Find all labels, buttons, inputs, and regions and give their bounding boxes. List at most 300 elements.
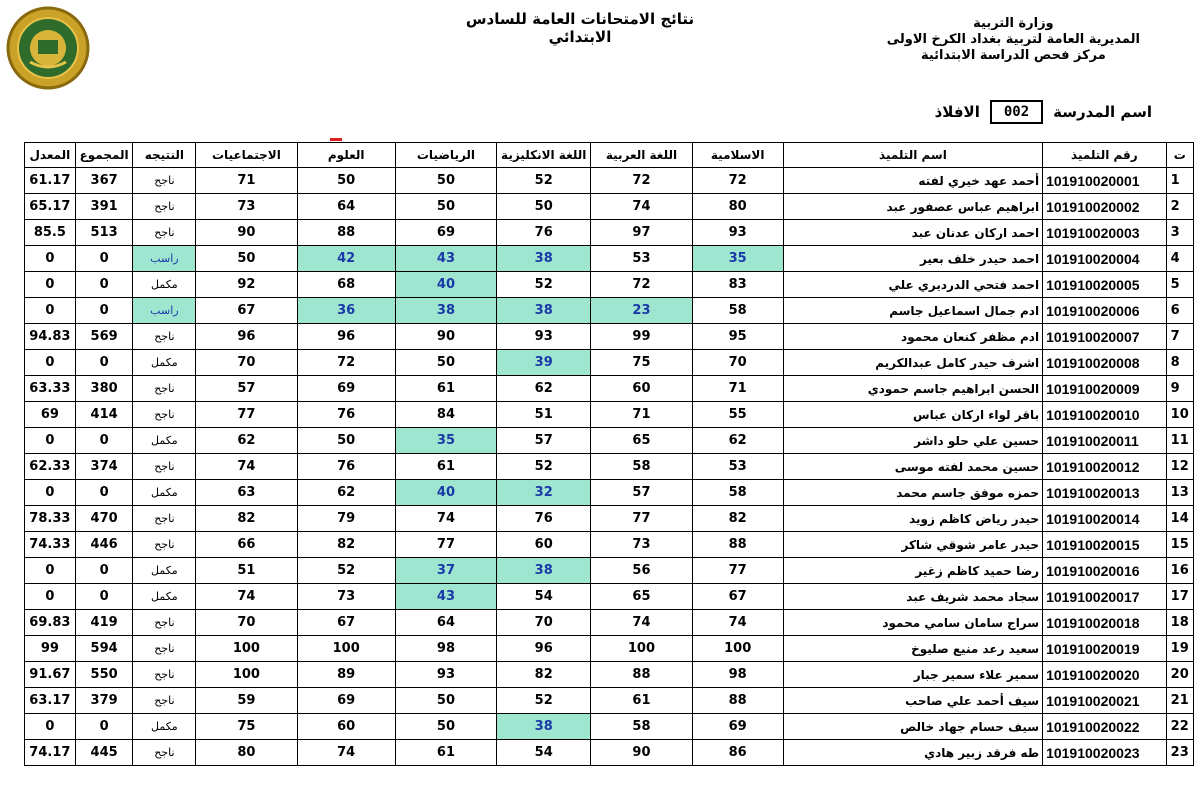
cell-math: 40: [395, 272, 496, 298]
cell-science: 42: [297, 246, 395, 272]
cell-science: 50: [297, 168, 395, 194]
cell-science: 79: [297, 506, 395, 532]
cell-total: 0: [75, 428, 133, 454]
cell-total: 0: [75, 272, 133, 298]
header-row: [25, 143, 1194, 168]
cell-id: 101910020014: [1043, 506, 1167, 532]
cell-english: 96: [497, 636, 591, 662]
cell-islamic: 55: [692, 402, 783, 428]
cell-total: 446: [75, 532, 133, 558]
cell-id: 101910020008: [1043, 350, 1167, 376]
cell-english: 54: [497, 584, 591, 610]
cell-total: 0: [75, 350, 133, 376]
cell-result: ناجح: [133, 636, 196, 662]
cell-arabic: 58: [591, 454, 692, 480]
cell-result: راسب: [133, 246, 196, 272]
table-row: [25, 246, 1194, 272]
cell-result: ناجح: [133, 324, 196, 350]
cell-social: 74: [196, 454, 297, 480]
cell-math: 43: [395, 246, 496, 272]
cell-id: 101910020001: [1043, 168, 1167, 194]
cell-social: 70: [196, 610, 297, 636]
cell-islamic: 93: [692, 220, 783, 246]
cell-social: 92: [196, 272, 297, 298]
cell-avg: 62.33: [25, 454, 76, 480]
cell-science: 96: [297, 324, 395, 350]
school-info: [935, 100, 1152, 124]
cell-avg: 63.17: [25, 688, 76, 714]
cell-name: حمزه موفق جاسم محمد: [783, 480, 1042, 506]
cell-seq: 17: [1166, 584, 1193, 610]
cell-name: سمير علاء سمير جبار: [783, 662, 1042, 688]
cell-islamic: 69: [692, 714, 783, 740]
cell-math: 84: [395, 402, 496, 428]
cell-math: 35: [395, 428, 496, 454]
cell-math: 61: [395, 740, 496, 766]
cell-total: 550: [75, 662, 133, 688]
cell-science: 67: [297, 610, 395, 636]
cell-seq: 20: [1166, 662, 1193, 688]
cell-avg: 0: [25, 480, 76, 506]
cell-id: 101910020006: [1043, 298, 1167, 324]
cell-total: 470: [75, 506, 133, 532]
table-row: [25, 324, 1194, 350]
cell-result: ناجح: [133, 662, 196, 688]
cell-english: 60: [497, 532, 591, 558]
cell-arabic: 100: [591, 636, 692, 662]
cell-islamic: 83: [692, 272, 783, 298]
cell-name: ادم مظفر كنعان محمود: [783, 324, 1042, 350]
cell-avg: 0: [25, 350, 76, 376]
cell-id: 101910020004: [1043, 246, 1167, 272]
cell-science: 69: [297, 376, 395, 402]
table-row: [25, 610, 1194, 636]
table-row: [25, 428, 1194, 454]
table-row: [25, 506, 1194, 532]
cell-seq: 18: [1166, 610, 1193, 636]
column-header-arabic: اللغة العربية: [591, 143, 692, 168]
column-header-science: العلوم: [297, 143, 395, 168]
cell-math: 40: [395, 480, 496, 506]
cell-social: 57: [196, 376, 297, 402]
cell-id: 101910020017: [1043, 584, 1167, 610]
cell-english: 50: [497, 194, 591, 220]
cell-total: 0: [75, 480, 133, 506]
cell-avg: 0: [25, 584, 76, 610]
cell-english: 76: [497, 220, 591, 246]
cell-english: 38: [497, 558, 591, 584]
cell-seq: 5: [1166, 272, 1193, 298]
cell-name: احمد فتحي الدرديري علي: [783, 272, 1042, 298]
cell-islamic: 58: [692, 480, 783, 506]
cell-arabic: 99: [591, 324, 692, 350]
cell-islamic: 86: [692, 740, 783, 766]
cell-name: سراج سامان سامي محمود: [783, 610, 1042, 636]
table-row: [25, 584, 1194, 610]
column-header-result: النتيجه: [133, 143, 196, 168]
cell-id: 101910020005: [1043, 272, 1167, 298]
cell-avg: 0: [25, 272, 76, 298]
cell-islamic: 35: [692, 246, 783, 272]
cell-name: الحسن ابراهيم جاسم حمودي: [783, 376, 1042, 402]
cell-math: 98: [395, 636, 496, 662]
cell-result: ناجح: [133, 376, 196, 402]
cell-social: 59: [196, 688, 297, 714]
cell-science: 73: [297, 584, 395, 610]
cell-english: 39: [497, 350, 591, 376]
cell-result: مكمل: [133, 350, 196, 376]
cell-math: 77: [395, 532, 496, 558]
cell-avg: 69.83: [25, 610, 76, 636]
cell-total: 391: [75, 194, 133, 220]
cell-islamic: 98: [692, 662, 783, 688]
table-row: [25, 298, 1194, 324]
cell-arabic: 75: [591, 350, 692, 376]
table-row: [25, 350, 1194, 376]
cell-english: 54: [497, 740, 591, 766]
cell-result: مكمل: [133, 584, 196, 610]
cell-social: 50: [196, 246, 297, 272]
cell-arabic: 60: [591, 376, 692, 402]
cell-arabic: 74: [591, 610, 692, 636]
cell-english: 52: [497, 454, 591, 480]
cell-result: ناجح: [133, 688, 196, 714]
cell-avg: 61.17: [25, 168, 76, 194]
school-name: الافلاذ: [934, 103, 980, 121]
cell-social: 100: [196, 636, 297, 662]
cell-avg: 63.33: [25, 376, 76, 402]
cell-total: 569: [75, 324, 133, 350]
cell-math: 50: [395, 688, 496, 714]
table-row: [25, 272, 1194, 298]
cell-id: 101910020002: [1043, 194, 1167, 220]
cell-avg: 65.17: [25, 194, 76, 220]
cell-english: 93: [497, 324, 591, 350]
cell-math: 37: [395, 558, 496, 584]
table-row: [25, 480, 1194, 506]
cell-seq: 12: [1166, 454, 1193, 480]
school-code: 002: [990, 100, 1043, 124]
cell-science: 100: [297, 636, 395, 662]
cell-arabic: 58: [591, 714, 692, 740]
cell-social: 63: [196, 480, 297, 506]
cell-id: 101910020003: [1043, 220, 1167, 246]
cell-name: رضا حميد كاظم زغير: [783, 558, 1042, 584]
column-header-math: الرياضيات: [395, 143, 496, 168]
cell-english: 52: [497, 168, 591, 194]
cell-id: 101910020015: [1043, 532, 1167, 558]
cell-islamic: 74: [692, 610, 783, 636]
table-row: [25, 220, 1194, 246]
cell-result: مكمل: [133, 714, 196, 740]
cell-avg: 74.33: [25, 532, 76, 558]
cell-arabic: 73: [591, 532, 692, 558]
cell-math: 93: [395, 662, 496, 688]
cell-name: حسين علي حلو داشر: [783, 428, 1042, 454]
cell-math: 90: [395, 324, 496, 350]
cell-social: 80: [196, 740, 297, 766]
column-header-seq: ت: [1166, 143, 1193, 168]
column-header-social: الاجتماعيات: [196, 143, 297, 168]
cell-name: حيدر رياض كاظم زويد: [783, 506, 1042, 532]
cell-name: احمد حيدر خلف بعير: [783, 246, 1042, 272]
cell-total: 0: [75, 558, 133, 584]
results-table: [24, 142, 1194, 766]
cell-result: مكمل: [133, 428, 196, 454]
school-label: اسم المدرسة: [1053, 103, 1152, 121]
column-header-islamic: الاسلامية: [692, 143, 783, 168]
cell-name: باقر لواء اركان عباس: [783, 402, 1042, 428]
cell-name: أحمد عهد خيري لفته: [783, 168, 1042, 194]
cell-avg: 0: [25, 558, 76, 584]
cell-name: سيف حسام جهاد خالص: [783, 714, 1042, 740]
cell-english: 38: [497, 298, 591, 324]
red-marker: [330, 138, 342, 141]
cell-result: مكمل: [133, 480, 196, 506]
cell-avg: 0: [25, 428, 76, 454]
cell-seq: 11: [1166, 428, 1193, 454]
cell-name: حيدر عامر شوقي شاكر: [783, 532, 1042, 558]
cell-social: 71: [196, 168, 297, 194]
cell-avg: 69: [25, 402, 76, 428]
cell-islamic: 77: [692, 558, 783, 584]
column-header-total: المجموع: [75, 143, 133, 168]
cell-social: 74: [196, 584, 297, 610]
cell-seq: 7: [1166, 324, 1193, 350]
cell-social: 100: [196, 662, 297, 688]
cell-result: ناجح: [133, 506, 196, 532]
cell-math: 50: [395, 714, 496, 740]
ministry-line: وزارة التربية: [973, 16, 1054, 31]
cell-english: 62: [497, 376, 591, 402]
cell-id: 101910020011: [1043, 428, 1167, 454]
cell-total: 380: [75, 376, 133, 402]
column-header-id: رقم التلميذ: [1043, 143, 1167, 168]
cell-arabic: 56: [591, 558, 692, 584]
cell-result: ناجح: [133, 740, 196, 766]
cell-total: 379: [75, 688, 133, 714]
cell-science: 82: [297, 532, 395, 558]
cell-islamic: 82: [692, 506, 783, 532]
cell-social: 77: [196, 402, 297, 428]
cell-result: ناجح: [133, 220, 196, 246]
cell-math: 61: [395, 454, 496, 480]
cell-total: 0: [75, 584, 133, 610]
cell-result: ناجح: [133, 610, 196, 636]
cell-english: 70: [497, 610, 591, 636]
cell-avg: 99: [25, 636, 76, 662]
cell-name: اشرف حيدر كامل عبدالكريم: [783, 350, 1042, 376]
cell-islamic: 80: [692, 194, 783, 220]
cell-id: 101910020007: [1043, 324, 1167, 350]
cell-total: 367: [75, 168, 133, 194]
cell-avg: 91.67: [25, 662, 76, 688]
cell-arabic: 65: [591, 584, 692, 610]
cell-name: سيف أحمد علي صاحب: [783, 688, 1042, 714]
cell-arabic: 72: [591, 272, 692, 298]
cell-english: 51: [497, 402, 591, 428]
cell-total: 0: [75, 246, 133, 272]
cell-seq: 19: [1166, 636, 1193, 662]
cell-total: 513: [75, 220, 133, 246]
cell-english: 76: [497, 506, 591, 532]
table-row: [25, 662, 1194, 688]
cell-math: 38: [395, 298, 496, 324]
cell-result: ناجح: [133, 168, 196, 194]
cell-science: 69: [297, 688, 395, 714]
cell-english: 82: [497, 662, 591, 688]
cell-science: 74: [297, 740, 395, 766]
cell-math: 50: [395, 194, 496, 220]
table-row: [25, 194, 1194, 220]
cell-islamic: 88: [692, 532, 783, 558]
cell-arabic: 90: [591, 740, 692, 766]
cell-avg: 85.5: [25, 220, 76, 246]
table-row: [25, 168, 1194, 194]
cell-english: 38: [497, 246, 591, 272]
cell-math: 61: [395, 376, 496, 402]
cell-social: 73: [196, 194, 297, 220]
cell-islamic: 72: [692, 168, 783, 194]
cell-seq: 14: [1166, 506, 1193, 532]
cell-arabic: 77: [591, 506, 692, 532]
cell-total: 374: [75, 454, 133, 480]
table-row: [25, 688, 1194, 714]
cell-seq: 10: [1166, 402, 1193, 428]
cell-id: 101910020009: [1043, 376, 1167, 402]
table-row: [25, 454, 1194, 480]
table-row: [25, 376, 1194, 402]
cell-science: 76: [297, 402, 395, 428]
cell-name: سعيد رعد منيع صليوخ: [783, 636, 1042, 662]
cell-islamic: 100: [692, 636, 783, 662]
cell-seq: 21: [1166, 688, 1193, 714]
page-title: نتائج الامتحانات العامة للسادس الابتدائي: [465, 10, 695, 46]
cell-avg: 0: [25, 714, 76, 740]
cell-social: 62: [196, 428, 297, 454]
cell-avg: 0: [25, 298, 76, 324]
cell-id: 101910020013: [1043, 480, 1167, 506]
cell-seq: 23: [1166, 740, 1193, 766]
cell-islamic: 62: [692, 428, 783, 454]
cell-social: 67: [196, 298, 297, 324]
cell-science: 62: [297, 480, 395, 506]
cell-id: 101910020023: [1043, 740, 1167, 766]
cell-science: 89: [297, 662, 395, 688]
cell-islamic: 53: [692, 454, 783, 480]
cell-islamic: 95: [692, 324, 783, 350]
cell-id: 101910020022: [1043, 714, 1167, 740]
cell-english: 38: [497, 714, 591, 740]
column-header-avg: المعدل: [25, 143, 76, 168]
cell-name: ابراهيم عباس عصفور عبد: [783, 194, 1042, 220]
cell-seq: 2: [1166, 194, 1193, 220]
cell-english: 57: [497, 428, 591, 454]
cell-total: 414: [75, 402, 133, 428]
cell-seq: 15: [1166, 532, 1193, 558]
cell-social: 66: [196, 532, 297, 558]
cell-id: 101910020010: [1043, 402, 1167, 428]
cell-science: 88: [297, 220, 395, 246]
cell-seq: 6: [1166, 298, 1193, 324]
cell-social: 90: [196, 220, 297, 246]
cell-arabic: 53: [591, 246, 692, 272]
cell-english: 32: [497, 480, 591, 506]
cell-avg: 78.33: [25, 506, 76, 532]
cell-arabic: 57: [591, 480, 692, 506]
cell-science: 60: [297, 714, 395, 740]
cell-seq: 1: [1166, 168, 1193, 194]
cell-seq: 4: [1166, 246, 1193, 272]
cell-english: 52: [497, 688, 591, 714]
cell-avg: 94.83: [25, 324, 76, 350]
cell-arabic: 97: [591, 220, 692, 246]
cell-id: 101910020012: [1043, 454, 1167, 480]
table-row: [25, 558, 1194, 584]
cell-math: 74: [395, 506, 496, 532]
cell-islamic: 58: [692, 298, 783, 324]
cell-science: 52: [297, 558, 395, 584]
cell-name: احمد اركان عدنان عبد: [783, 220, 1042, 246]
cell-result: ناجح: [133, 532, 196, 558]
cell-science: 68: [297, 272, 395, 298]
cell-science: 72: [297, 350, 395, 376]
table-row: [25, 740, 1194, 766]
cell-result: ناجح: [133, 194, 196, 220]
cell-total: 419: [75, 610, 133, 636]
cell-result: مكمل: [133, 272, 196, 298]
cell-result: ناجح: [133, 402, 196, 428]
cell-arabic: 65: [591, 428, 692, 454]
cell-id: 101910020021: [1043, 688, 1167, 714]
cell-seq: 16: [1166, 558, 1193, 584]
cell-islamic: 88: [692, 688, 783, 714]
cell-social: 75: [196, 714, 297, 740]
cell-seq: 9: [1166, 376, 1193, 402]
cell-id: 101910020016: [1043, 558, 1167, 584]
cell-name: سجاد محمد شريف عبد: [783, 584, 1042, 610]
cell-seq: 3: [1166, 220, 1193, 246]
cell-science: 76: [297, 454, 395, 480]
cell-total: 0: [75, 298, 133, 324]
cell-total: 445: [75, 740, 133, 766]
cell-id: 101910020018: [1043, 610, 1167, 636]
cell-social: 70: [196, 350, 297, 376]
cell-social: 96: [196, 324, 297, 350]
directorate-line: المديرية العامة لتربية بغداد الكرخ الاولى: [886, 32, 1140, 47]
cell-social: 51: [196, 558, 297, 584]
cell-math: 43: [395, 584, 496, 610]
cell-seq: 13: [1166, 480, 1193, 506]
table-row: [25, 532, 1194, 558]
cell-seq: 8: [1166, 350, 1193, 376]
cell-social: 82: [196, 506, 297, 532]
cell-arabic: 71: [591, 402, 692, 428]
ministry-seal-logo: [0, 6, 96, 90]
cell-avg: 74.17: [25, 740, 76, 766]
cell-science: 50: [297, 428, 395, 454]
cell-arabic: 74: [591, 194, 692, 220]
cell-result: ناجح: [133, 454, 196, 480]
cell-islamic: 70: [692, 350, 783, 376]
table-row: [25, 402, 1194, 428]
center-line: مركز فحص الدراسة الابتدائية: [920, 48, 1106, 63]
cell-name: ادم جمال اسماعيل جاسم: [783, 298, 1042, 324]
cell-arabic: 61: [591, 688, 692, 714]
cell-result: راسب: [133, 298, 196, 324]
cell-science: 64: [297, 194, 395, 220]
cell-seq: 22: [1166, 714, 1193, 740]
